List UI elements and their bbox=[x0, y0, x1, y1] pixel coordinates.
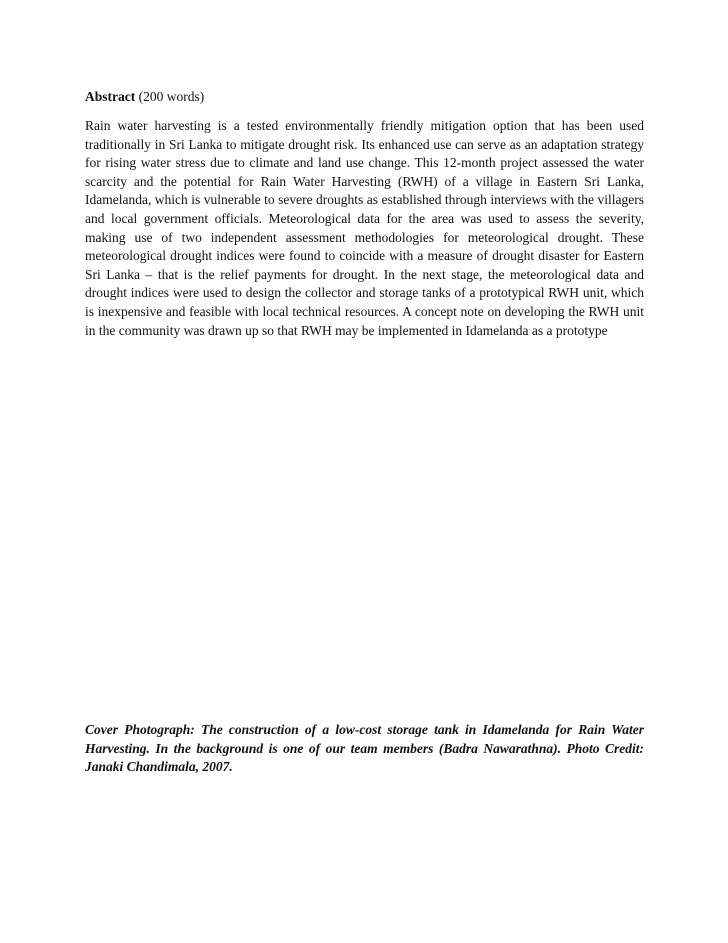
abstract-body: Rain water harvesting is a tested environmentally friendly mitigation option that has been used traditionally in Sri Lanka to mitigate drought risk. Its enhanced use can serve as an adaptation strategy for rising water stress due to climate and land use change. This 12-month project assessed the water scarcity and the potential for Rain Water Harvesting (RWH) of a village in Eastern Sri Lanka, Idamelanda, which is vulnerable to severe droughts as established through interviews with the villagers and local government officials. Meteorological data for the area was used to assess the severity, making use of two independent assessment methodologies for meteorological drought. These meteorological drought indices were found to coincide with a measure of drought disaster for Eastern Sri Lanka – that is the relief payments for drought. In the next stage, the meteorological data and drought indices were used to design the collector and storage tanks of a prototypical RWH unit, which is inexpensive and feasible with local technical resources. A concept note on developing the RWH unit in the community was drawn up so that RWH may be implemented in Idamelanda as a prototype bbox=[85, 118, 644, 338]
abstract-title: Abstract bbox=[85, 89, 136, 104]
abstract-word-count: (200 words) bbox=[138, 89, 205, 104]
abstract-heading bbox=[85, 87, 645, 107]
cover-photo-caption: Cover Photograph: The construction of a low-cost storage tank in Idamelanda for Rain Water Harvesting. In the background is one of our team members (Badra Nawarathna). Photo Credit: Janaki Chandimala, 2007. bbox=[85, 722, 644, 775]
